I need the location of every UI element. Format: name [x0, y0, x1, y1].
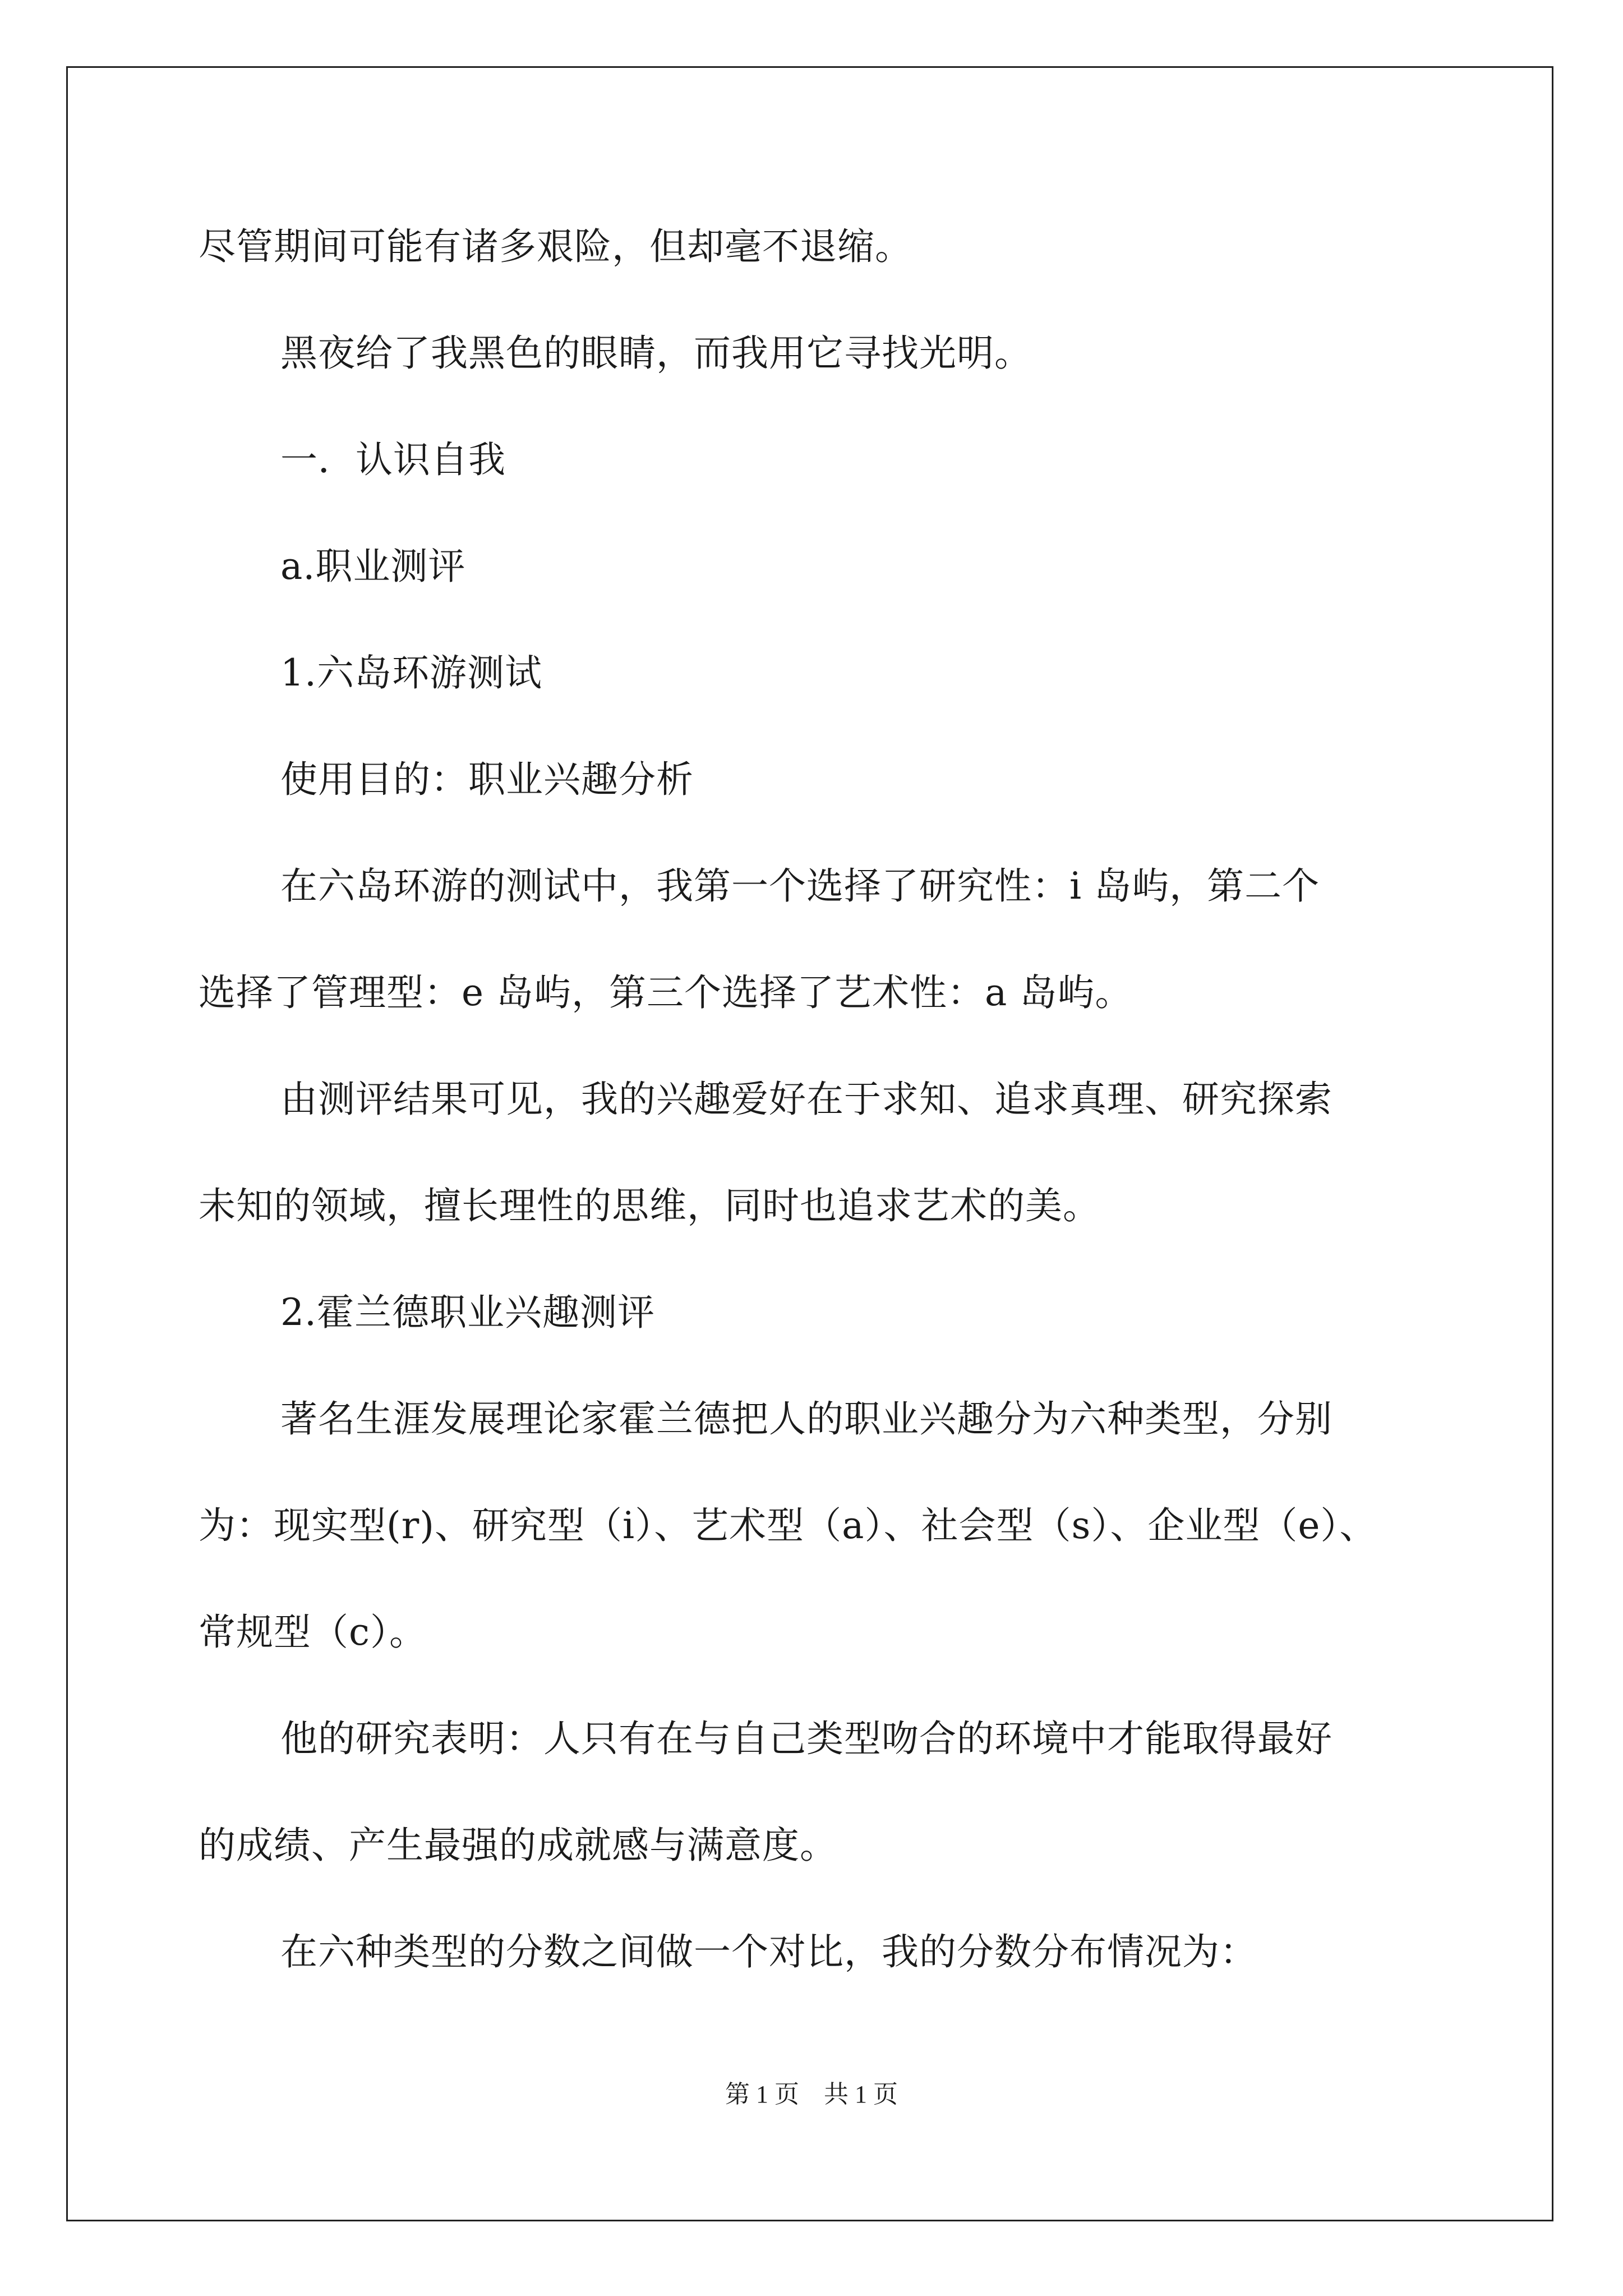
item-heading-six-islands: 1.六岛环游测试	[280, 651, 542, 694]
subsection-heading-career-assessment: a.职业测评	[280, 545, 466, 588]
text-line-2: 黑夜给了我黑色的眼睛，而我用它寻找光明。	[280, 332, 1032, 375]
text-line-8: 选择了管理型：e 岛屿，第三个选择了艺术性：a 岛屿。	[199, 971, 1133, 1014]
text-line-15: 他的研究表明：人只有在与自己类型吻合的环境中才能取得最好	[280, 1717, 1332, 1760]
text-line-13: 为：现实型(r)、研究型（i）、艺术型（a）、社会型（s）、企业型（e）、	[199, 1504, 1377, 1547]
text-line-7: 在六岛环游的测试中，我第一个选择了研究性：i 岛屿，第二个	[280, 864, 1320, 908]
text-line-10: 未知的领域，擅长理性的思维，同时也追求艺术的美。	[199, 1184, 1100, 1227]
text-line-purpose: 使用目的：职业兴趣分析	[280, 758, 694, 801]
page-number-footer: 第 1 页 共 1 页	[725, 2081, 898, 2108]
section-heading-know-self: 一．认识自我	[280, 438, 506, 481]
text-line-17: 在六种类型的分数之间做一个对比，我的分数分布情况为：	[280, 1930, 1257, 1973]
page-border	[66, 66, 1553, 2221]
text-line-16: 的成绩、产生最强的成就感与满意度。	[199, 1824, 837, 1867]
text-line-9: 由测评结果可见，我的兴趣爱好在于求知、追求真理、研究探索	[280, 1078, 1332, 1121]
text-line-14: 常规型（c）。	[199, 1611, 427, 1654]
item-heading-holland: 2.霍兰德职业兴趣测评	[280, 1291, 655, 1334]
text-line-1: 尽管期间可能有诸多艰险，但却毫不退缩。	[199, 225, 912, 268]
text-line-12: 著名生涯发展理论家霍兰德把人的职业兴趣分为六种类型，分别	[280, 1397, 1332, 1441]
